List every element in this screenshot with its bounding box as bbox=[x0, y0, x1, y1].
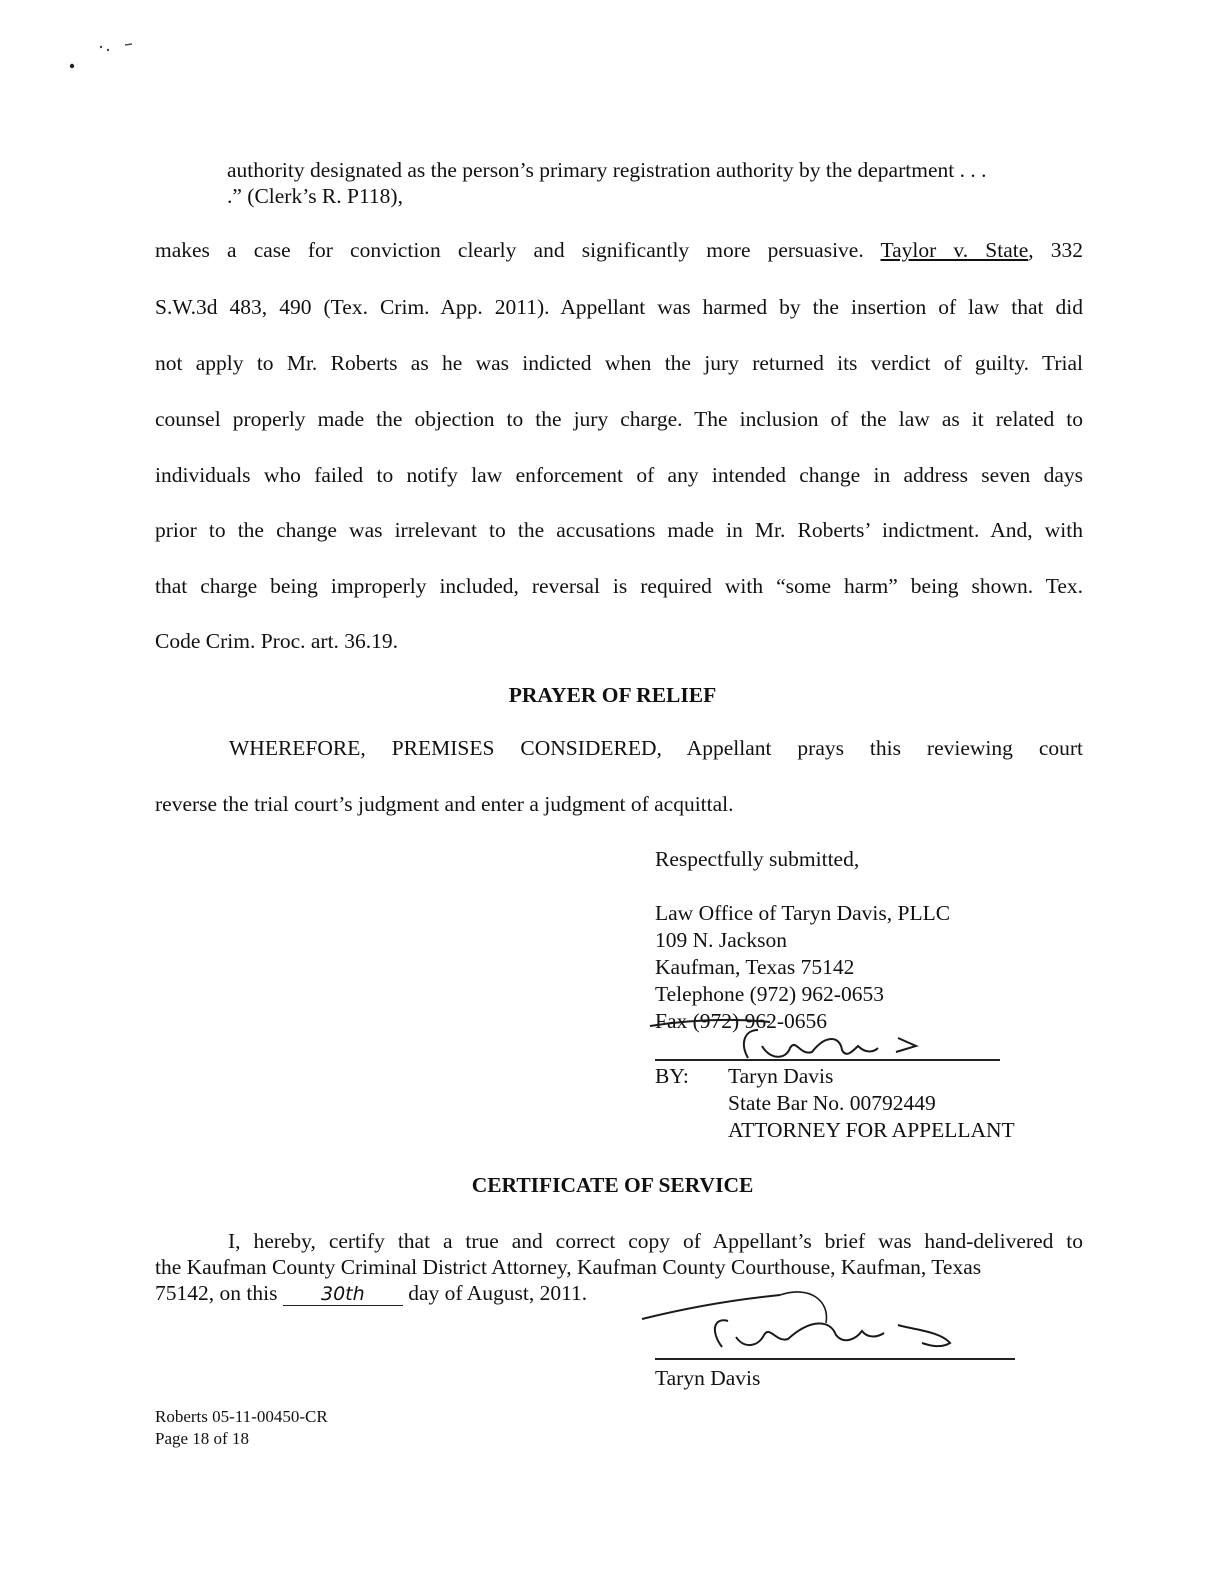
attorney-name: Taryn Davis bbox=[728, 1064, 834, 1088]
scan-specks bbox=[62, 38, 152, 78]
certificate-signer: Taryn Davis bbox=[655, 1366, 761, 1390]
body-line-3: not apply to Mr. Roberts as he was indicted when the jury returned its verdict of guilty. Trial bbox=[155, 351, 1083, 375]
by-label: BY: bbox=[655, 1064, 689, 1088]
certificate-line-3: 75142, on this 30th day of August, 2011. bbox=[155, 1281, 588, 1305]
by-line bbox=[655, 1063, 689, 1090]
certificate-line-1: I, hereby, certify that a true and correct copy of Appellant’s brief was hand-delivered to bbox=[228, 1229, 1083, 1253]
body-line-8: Code Crim. Proc. art. 36.19. bbox=[155, 629, 399, 653]
service-day-handwritten: 30th bbox=[283, 1283, 403, 1306]
firm-telephone: Telephone (972) 962-0653 bbox=[655, 982, 884, 1006]
block-quote bbox=[227, 157, 1087, 209]
body-line-1: makes a case for conviction clearly and significantly more persuasive. Taylor v. State, 332 bbox=[155, 238, 1084, 262]
footer-page-number: Page 18 of 18 bbox=[155, 1429, 249, 1448]
body-line-7: that charge being improperly included, reversal is required with “some harm” being shown. Tex. bbox=[155, 574, 1083, 598]
certificate-signature-image bbox=[640, 1285, 980, 1365]
firm-fax: Fax (972) 962-0656 bbox=[655, 1009, 827, 1033]
body-line-2: S.W.3d 483, 490 (Tex. Crim. App. 2011). Appellant was harmed by the insertion of law that did bbox=[155, 295, 1083, 319]
footer-case-number: Roberts 05-11-00450-CR bbox=[155, 1407, 328, 1426]
closing: Respectfully submitted, bbox=[655, 847, 860, 871]
prayer-line-2: reverse the trial court’s judgment and enter a judgment of acquittal. bbox=[155, 792, 734, 816]
prayer-line-1: WHEREFORE, PREMISES CONSIDERED, Appellant prays this reviewing court bbox=[229, 736, 1083, 760]
firm-name: Law Office of Taryn Davis, PLLC bbox=[655, 901, 951, 925]
signature-line bbox=[655, 1059, 1000, 1061]
attorney-role: ATTORNEY FOR APPELLANT bbox=[728, 1118, 1015, 1142]
footer bbox=[155, 1406, 328, 1450]
body-line-5: individuals who failed to notify law enforcement of any intended change in address seven days bbox=[155, 463, 1083, 487]
case-citation-link: Taylor v. State bbox=[880, 238, 1029, 262]
state-bar: State Bar No. 00792449 bbox=[728, 1091, 936, 1115]
body-line-4: counsel properly made the objection to the jury charge. The inclusion of the law as it related to bbox=[155, 407, 1083, 431]
firm-street: 109 N. Jackson bbox=[655, 928, 787, 952]
body-line-6: prior to the change was irrelevant to the accusations made in Mr. Roberts’ indictment. And, with bbox=[155, 518, 1083, 542]
certificate-signature-line bbox=[655, 1358, 1015, 1360]
certificate-heading: CERTIFICATE OF SERVICE bbox=[471, 1173, 754, 1197]
firm-city: Kaufman, Texas 75142 bbox=[655, 955, 855, 979]
quote-line-1: authority designated as the person’s primary registration authority by the department . . . bbox=[227, 158, 987, 182]
quote-line-2: .” (Clerk’s R. P118), bbox=[227, 184, 403, 208]
certificate-line-2: the Kaufman County Criminal District Attorney, Kaufman County Courthouse, Kaufman, Texas bbox=[155, 1255, 982, 1279]
prayer-heading: PRAYER OF RELIEF bbox=[508, 683, 717, 707]
attorney-block bbox=[728, 1063, 1015, 1144]
